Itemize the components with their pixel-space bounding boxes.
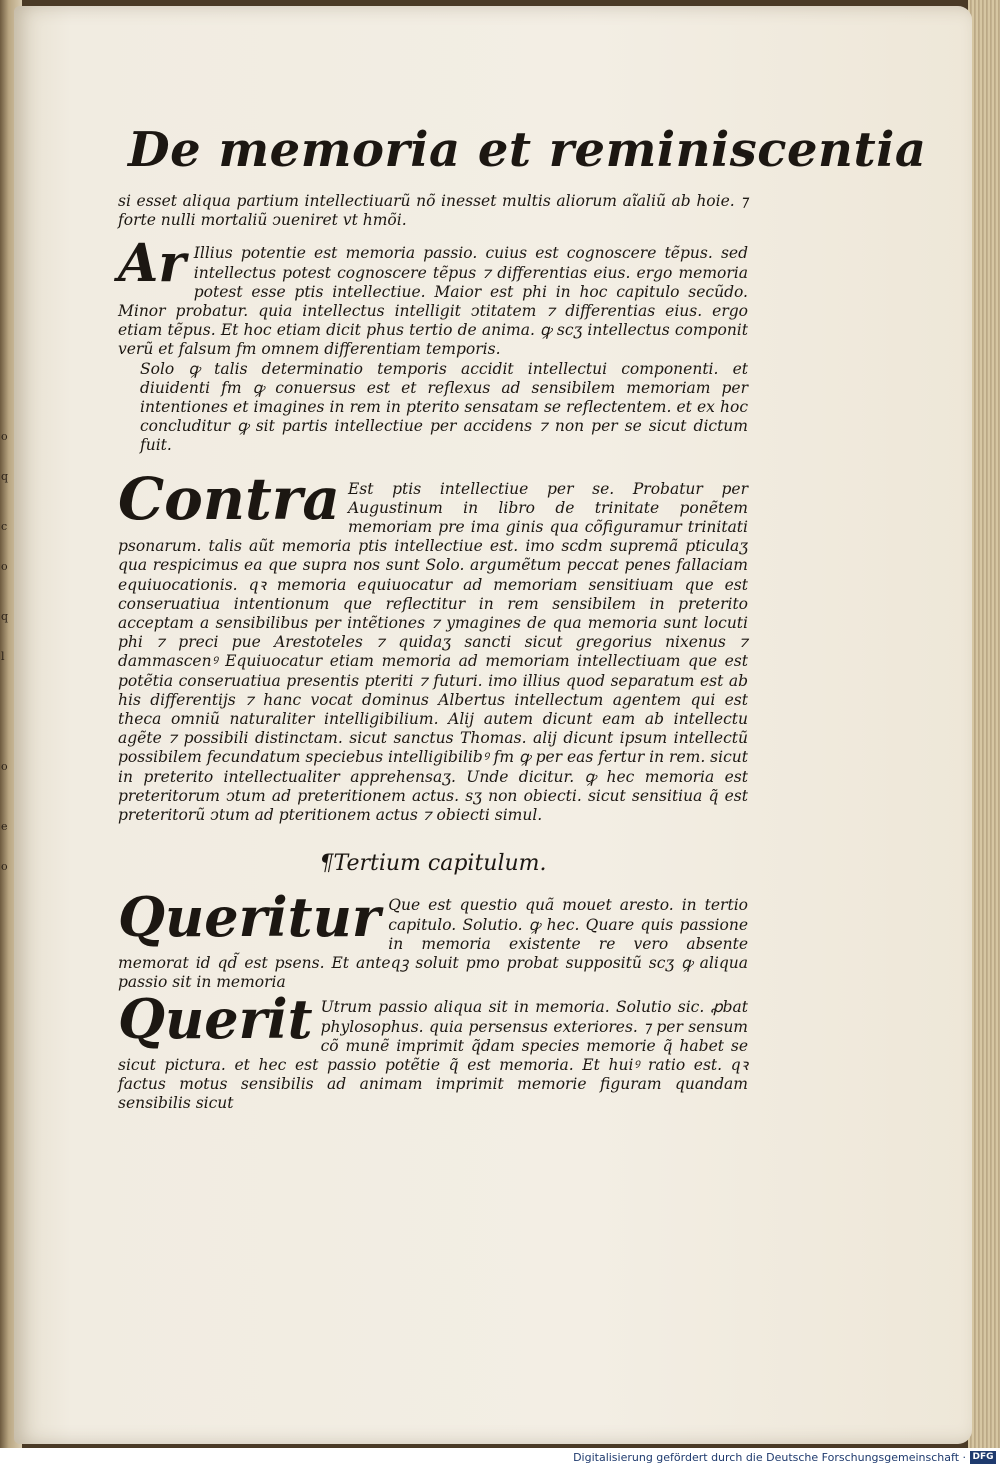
footer-credit: Digitalisierung gefördert durch die Deutsche Forschungsgemeinschaft ·	[573, 1451, 966, 1464]
intro-paragraph: si esset aliqua partium intellectiuarũ nõ inesset multis aliorum aĩaliũ ab hoie. ⁊ forte nulli mortaliũ ↄueniret vt hmõi.	[118, 192, 748, 230]
queritur-paragraph-2: Utrum passio aliqua sit in memoria. Solutio sic. ꝓbat phylosophus. quia persensus exteriores. ⁊ per sensum cõ munẽ imprimit q̃dam species memorie q̃ habet se sicut pictura. et hec est passio potẽtie q̃ est memoria. Et huiꝰ ratio est. qꝛ factus motus sensibilis ad animam imprimit memorie figuram quandam sensibilis sicut	[118, 998, 748, 1113]
left-page-fragment: o	[1, 430, 8, 443]
queritur-paragraph-1: Que est questio quã mouet aresto. in tertio capitulo. Solutio. ꝙ hec. Quare quis passione in memoria existente re vero absente memorat id qd̃ est psens. Et anteqꝫ soluit pmo probat suppositũ scʒ ꝙ aliqua passio sit in memoria	[118, 896, 748, 992]
drop-initial-querit: Querit	[118, 987, 313, 1052]
dfg-logo: DFG	[970, 1451, 996, 1464]
queritur-block-2	[118, 987, 748, 1113]
left-page-fragment: o	[1, 760, 8, 773]
solo-paragraph: Solo ꝙ talis determinatio temporis accidit intellectui componenti. et diuidenti fm ꝙ conuersus est et reflexus ad sensibilem memoriam per intentiones et imagines in rem in pterito sensatam se reflectentem. et ex hoc concluditur ꝙ sit partis intellectiue per accidens ⁊ non per se sicut dictum fuit.	[140, 359, 748, 455]
footer-bar	[0, 1448, 1000, 1468]
queritur-block-1	[118, 885, 748, 992]
page-edges	[968, 0, 1000, 1448]
left-page-fragment: c	[1, 520, 8, 533]
left-page-fragment: o	[1, 560, 8, 573]
left-page-fragment: q	[1, 610, 9, 623]
drop-initial-queritur: Queritur	[118, 885, 381, 950]
page-content	[118, 116, 927, 1114]
left-page-fragment: q	[1, 470, 9, 483]
chapter-heading: ¶Tertium capitulum.	[319, 851, 547, 877]
arg-block	[118, 233, 748, 359]
drop-initial-ar: Ar	[118, 233, 186, 295]
page-title: De memoria et reminiscentia	[128, 122, 927, 178]
contra-block	[118, 464, 748, 826]
drop-initial-contra: Contra	[118, 464, 340, 533]
contra-paragraph: Est ptis intellectiue per se. Probatur per Augustinum in libro de trinitate ponẽtem memoriam pre ima ginis qua cõfiguramur trinitati psonarum. talis aũt memoria ptis intellectiue est. imo scdm supremã pticulaʒ qua respicimus ea que supra nos sunt Solo. argumẽtum peccat penes fallaciam equiuocationis. qꝛ memoria equiuocatur ad memoriam sensitiuam que est conseruatiua intentionum que reflectitur in rem sensibilem in preterito acceptam a sensibilibus per intẽtiones ⁊ ymagines de qua memoria sunt locuti phi ⁊ preci pue Arestoteles ⁊ quidaʒ sancti sicut gregorius nixenus ⁊ dammascenꝰ Equiuocatur etiam memoria ad memoriam intellectiuam que est potẽtia conseruatiua presentis pteriti ⁊ futuri. imo illius quod separatum est ab his differentijs ⁊ hanc vocat dominus Albertus intellectum agentem qui est theca omniũ naturaliter intelligibilium. Alij autem dicunt eam ab intellectu agẽte ⁊ possibili distinctam. sicut sanctus Thomas. alij dicunt ipsum intellectũ possibilem fecundatum speciebus intelligibilibꝰ fm ꝙ per eas fertur in rem. sicut in preterito intellectualiter apprehensaʒ. Unde dicitur. ꝙ hec memoria est preteritorum ↄtum ad preteritionem actus. sʒ non obiecti. sicut sensitiua q̃ est preteritorũ ↄtum ad pteritionem actus ⁊ obiecti simul.	[118, 479, 748, 825]
left-page-fragment: o	[1, 860, 8, 873]
book-page	[14, 6, 972, 1444]
arg-paragraph: Illius potentie est memoria passio. cuius est cognoscere tẽpus. sed intellectus potest cognoscere tẽpus ⁊ differentias eius. ergo memoria potest esse ptis intellectiue. Maior est phi in hoc capitulo secũdo. Minor probatur. quia intellectus intelligit ↄtitatem ⁊ differentias eius. ergo etiam tẽpus. Et hoc etiam dicit phus tertio de anima. ꝙ scʒ intellectus componit verũ et falsum fm omnem differentiam temporis.	[118, 244, 748, 359]
left-page-fragment: e	[1, 820, 8, 833]
left-page-fragment: l	[1, 650, 5, 663]
